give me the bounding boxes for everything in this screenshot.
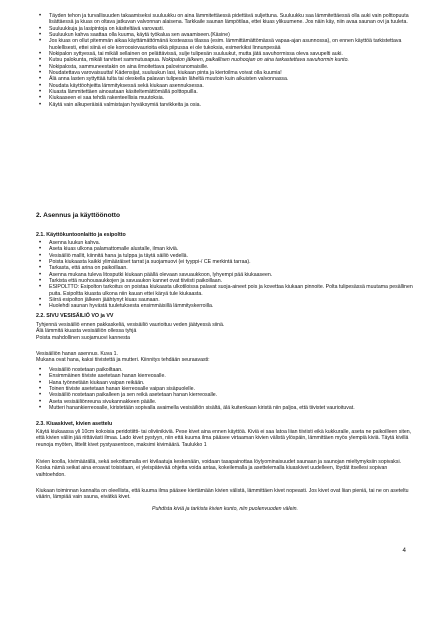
list-item: • Jos kiuas on ollut pitemmän aikaa käyttämättömänä kosteassa tilassa (esim. lämmittämättömässä vapaa-ajan asunnossa), on ennen käyttöä tarkistettava huolellisesti, ettei siinä ei ole korroosiovaurioita eikä piipussa ei ole tukoksia, esimerkiksi linnunpesää <box>36 38 414 51</box>
list-item: • Älä anna lasten syttyttää tulta tai oleskella palavan tulipesän läheltä muutoin kuin aikuisten valvonnassa. <box>36 76 414 82</box>
list-item: • Noudatettava varovaisuutta! Kädensijat, suuluukun lasi, kiukaan pinta ja kiertoilma voivat olla kuumia! <box>36 70 414 76</box>
closing-note: Puhdista kiviä ja tarkista kivien kunto, niin puolenvuoden välein. <box>152 506 298 512</box>
list-item: • Tarkista että nuohousaukkojen ja savuaukon kannet ovat tiiviisti paikoillaan. <box>36 278 414 284</box>
paragraph: Kiukaan toiminnan kannalta on oleellista, että kuuma ilma pääsee kiertämään kivien välistä, lämmittäen kivet nopeasti. Jos kivet ovat liian pieniä, tai ne on aseteltu väärin, lämpiää vain sauna, eivätkä kivet. <box>36 488 409 501</box>
list-item: • Suuluukkuja ja lasipintoja on käsiteltävä varovasti. <box>36 26 414 32</box>
subsection-heading: 2.1. Käyttökuntoonlaitto ja esipoltto <box>36 232 126 238</box>
paragraph: Kivien koolla, kivimäärällä, sekä sekoittamalla eri kivilaatuja keskenään, voidaan tasapainottaa löylyominaisuudet saunaan ja saunojan mieltymyksiin sopivaksi. Koska nämä seikat aina eroavat toisistaan, ei yleispätevää ohjetta voida antaa, kokeilemalla ja asettelemalla kiuaskivet uudelleen, löydät itsellesi sopivan vaihtoehdon. <box>36 459 402 478</box>
text-line: Vesisäiliön hanan asennus. Kuva 1. <box>36 351 118 357</box>
list-item: • Aseta vesisäiliönreuna sivukannakkeen päälle. <box>36 399 414 405</box>
text-line: Älä lämmitä kiuasta vesisäiliön ollessa tyhjä <box>36 328 137 335</box>
list-item: • Siirrä esipolton jälkeen jäähtynyt kiuas saunaan. <box>36 297 414 303</box>
tap-install-intro <box>36 351 414 364</box>
text-line: Tyhjennä vesisäiliö ennen pakkaskeliä, vesisäiliö vaurioituu veden jäätyessä siinä. <box>36 322 225 328</box>
setup-list-block <box>36 240 414 310</box>
tank-warnings <box>36 322 414 341</box>
list-item: • Käytä vain alkuperäisiä valmistajan hyväksymiä tarvikkeita ja osia. <box>36 102 414 108</box>
list-item: • Toinen tiiviste asetetaan hanan kierreosalle vaipan sisäpuolelle. <box>36 386 414 392</box>
list-item: • ESIPOLTTO: Esipolton tarkoitus on poistaa kiukaasta ulkotiloissa palavat suoja-aineet pois ja kovettaa kiukaan pinnoite. Polta tulipesässä muutama pesällinen puita. Esipoltta kiuasta ulkona niin kauan ettei käryä tule kiukaasta. <box>36 284 414 297</box>
list-item: • Asenna luukun kahva. <box>36 240 414 246</box>
list-item: • Ensimmäinen tiiviste asetetaan hanan kierreosalle. <box>36 373 414 379</box>
list-item: • Suuluukun kahva saattaa olla kuuma, käytä työkalua sen avaamiseen.(Käsine) <box>36 32 414 38</box>
subsection-heading: 2.2. SIVU VESISÄILIÖ VO ja VV <box>36 313 114 319</box>
list-item: • Mutteri hanankierreosalle, kiristetään sopivalla avaimella vesisäiliön sisältä, älä kuitenkaan kiristä niin paljoa, että tiivistet vaurioituvat. <box>36 405 414 411</box>
page-number: 4 <box>402 547 406 554</box>
list-item: • Täyden tehon ja turvallisuuden takaamiseksi suuluukku on aina lämmitettäessä pidettävä suljettuna. Suuluukku saa lämmitettäessä olla auki vain polttopuuta lisättäessä ja kiuas on oltava jatkuvan valvonnan alaisena. Tarkkaile saunan lämpötilaa, ettei kiuas ylikuumene. Jos näin käy, niin avaa saunan ovi ja tuuleta. <box>36 13 414 26</box>
list-item: • Tarkasta, että arina on paikoillaan. <box>36 265 414 271</box>
list-item: • Hana työnnetään kiukaan vaipan reikään. <box>36 380 414 386</box>
safety-list-block <box>36 13 414 108</box>
list-item: • Vesisäiliö nostetaan paikoiltaan. <box>36 367 414 373</box>
list-item: • Nokipalon syttyessä, tai mikäli sellainen on pelättävissä, sulje tulipesän suuluukut, mutta jätä savuhormissa oleva savupelti auki. <box>36 51 414 57</box>
list-item: • Noudata käyttöohjeitta lämmityksessä sekä kiukaan asennuksessa. <box>36 83 414 89</box>
list-item: • Vesisäiliö nostetaan paikalleen ja sen reikä asetetaan hanan kierreosalle. <box>36 392 414 398</box>
text-line: Poista mahdollinen suojamuovi kannesta <box>36 334 131 341</box>
subsection-heading: 2.3. Kiuaskivet, kivien asettelu <box>36 421 113 427</box>
stones-paragraph <box>36 429 414 448</box>
list-item: • Vesisäiliö mallit, kiinnitä hana ja tulppa ja täytä säiliö vedellä. <box>36 253 414 259</box>
safety-list <box>36 13 414 108</box>
list-item: • Kiukaaseen ei saa tehdä rakenteellisia muutoksia. <box>36 95 414 101</box>
italic-note: Nokipalon jälkeen, paikallisen nuohoojan on aina tarkastettava savuhormin kunto. <box>161 57 349 64</box>
stones-paragraph <box>36 459 414 478</box>
section-heading: 2. Asennus ja käyttöönotto <box>36 212 121 219</box>
list-item: • Huolehdi saunan hyvästä tuuletuksesta ensimmäisillä lämmityskerroilla. <box>36 303 414 309</box>
list-item: • Kiuasta lämmitettäen ainoastaan käsiteltemättömällä polttopuilla. <box>36 89 414 95</box>
tap-install-list-block <box>36 367 414 411</box>
list-item: • Nokipalosta, sammuneestakin on aina ilmoitettava paloviranomaisille. <box>36 64 414 70</box>
text-line: Mukana ovat hana, kaksi tiivistettä ja mutteri. Kiinnitys tehdään seuraavasti: <box>36 357 210 364</box>
list-item: • Asenna mukana tuleva litosputki kiukaan päällä olevaan savuaukkoon, lyhyempi pää kiukaaseen. <box>36 272 414 278</box>
list-item: • Poista kiukaasta kaikki ylimääräiset tarrat ja suojamuovi (ei tyyppi-/ CE merkintä tarraa). <box>36 259 414 265</box>
tap-install-list <box>36 367 414 411</box>
setup-list <box>36 240 414 310</box>
stones-paragraph <box>36 488 414 501</box>
list-item-text: Kutsu palokunta, mikäli tarvitset sammutusapua. <box>49 57 162 64</box>
paragraph: Käytä kiukaassa yli 10cm kokoisia peridotiitti- tai oliviinikiviä. Pese kivet aina ennen käyttöä. Kiviä ei saa latoa liian tiiviisti eikä kukkuralle, aseta ne paikoilleen siten, että kivien väliin jää riittävästi ilmaa. Lado kivet pystyyn, niin että kuuma ilma pääsee virtaaman kivien välistä ylöspäin, lämmittäen myös ylempiä kiviä. Täytä kivillä reunoja myöten, littelit kivet pystyasentoon, maksimi kivimäärä. Taulukko 1 <box>36 429 412 448</box>
list-item: • Aseta kiuas ulkona palamattomalle alustalle, ilman kiviä. <box>36 246 414 252</box>
